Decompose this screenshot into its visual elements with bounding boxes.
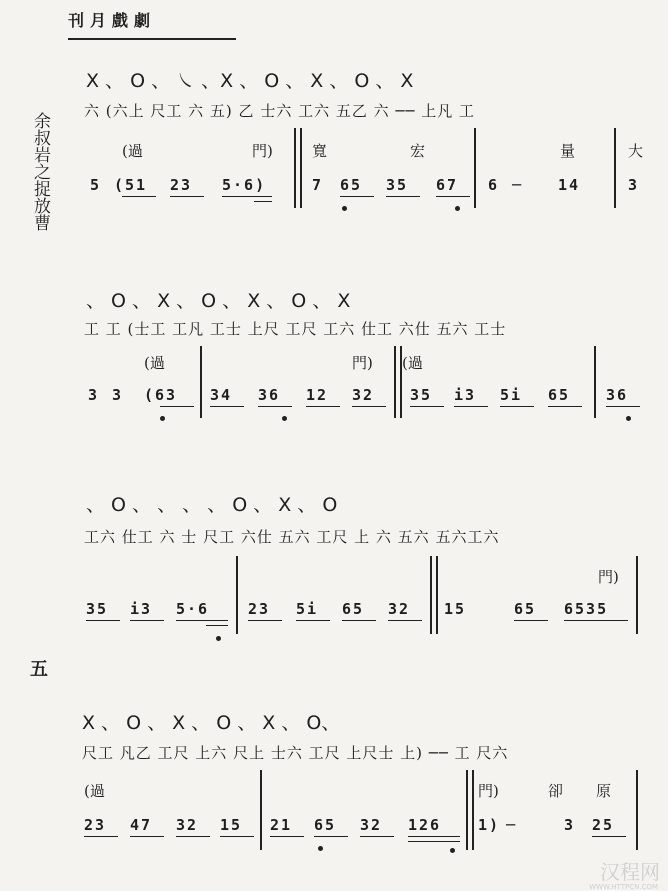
jianpu-note: 3: [88, 386, 100, 404]
barline: [200, 346, 202, 418]
beat-marks-row: X 、 O 、 X 、 O 、 X 、 O、: [82, 712, 341, 734]
jianpu-note: 65: [548, 386, 571, 404]
underline: [360, 836, 394, 837]
underline: [86, 620, 120, 621]
low-octave-dot: [450, 848, 455, 853]
jianpu-note: 5i: [500, 386, 523, 404]
barline: [614, 128, 616, 208]
barline: [466, 770, 468, 850]
jianpu-note: 21: [270, 816, 293, 834]
jianpu-note: 65: [342, 600, 365, 618]
jianpu-note: 23: [248, 600, 271, 618]
jianpu-note: ─: [506, 816, 518, 834]
jianpu-note: i3: [130, 600, 153, 618]
underline: [514, 620, 548, 621]
low-octave-dot: [455, 206, 460, 211]
low-octave-dot: [216, 636, 221, 641]
barline: [300, 128, 302, 208]
underline: [592, 836, 626, 837]
underline: [248, 620, 282, 621]
underline: [606, 406, 640, 407]
lyric: 門): [252, 142, 273, 160]
header-rule: [68, 38, 236, 40]
lyric: 門): [598, 568, 619, 586]
jianpu-note: 65: [340, 176, 363, 194]
barline: [400, 346, 402, 418]
side-title: 余叔岩之捉放曹: [30, 112, 50, 231]
barline: [236, 556, 238, 634]
underline: [388, 620, 422, 621]
jianpu-note: 65: [514, 600, 537, 618]
low-octave-dot: [318, 846, 323, 851]
gongche-notation-row: 工六 仕工 六 士 尺工 六仕 五六 工尺 上 六 五六 五六工六: [84, 528, 500, 546]
jianpu-note: 3: [628, 176, 640, 194]
barline: [594, 346, 596, 418]
underline: [160, 406, 194, 407]
watermark-logo: 汉程网: [600, 860, 660, 884]
jianpu-note: 1): [478, 816, 501, 834]
low-octave-dot: [160, 416, 165, 421]
underline: [222, 196, 272, 197]
gongche-notation-row: 尺工 凡乙 工尺 上六 尺上 士六 工尺 上尺士 上) ── 工 尺六: [82, 744, 509, 762]
lyric: 宏: [410, 142, 426, 160]
underline: [176, 836, 210, 837]
underline: [410, 406, 444, 407]
jianpu-note: 3: [112, 386, 124, 404]
gongche-notation-row: 六 (六上 尺工 六 五) 乙 士六 工六 五乙 六 ── 上凡 工: [84, 102, 475, 120]
barline: [636, 770, 638, 850]
jianpu-note: 126: [408, 816, 442, 834]
lyric: (過: [84, 782, 105, 800]
barline: [474, 128, 476, 208]
jianpu-note: 5·6): [222, 176, 267, 194]
lyric: 大: [628, 142, 644, 160]
beat-marks-row: 、 O 、 X 、 O 、 X 、 O 、 X: [86, 290, 351, 312]
underline: [254, 201, 272, 202]
underline: [564, 620, 628, 621]
underline: [296, 620, 330, 621]
jianpu-note: 36: [606, 386, 629, 404]
jianpu-note: 25: [592, 816, 615, 834]
lyric: (過: [402, 354, 423, 372]
lyric: 寬: [312, 142, 328, 160]
low-octave-dot: [626, 416, 631, 421]
jianpu-note: 5·6: [176, 600, 210, 618]
jianpu-note: 67: [436, 176, 459, 194]
jianpu-note: 35: [86, 600, 109, 618]
jianpu-note: 12: [306, 386, 329, 404]
beat-marks-row: X 、 O 、 ㇏ 、X 、 O 、 X 、 O 、 X: [86, 70, 414, 92]
jianpu-note: 36: [258, 386, 281, 404]
lyric: 原: [596, 782, 612, 800]
jianpu-note: 5: [90, 176, 102, 194]
underline: [436, 196, 470, 197]
lyric: 門): [352, 354, 373, 372]
jianpu-note: 23: [170, 176, 193, 194]
underline: [258, 406, 292, 407]
lyric: 卻: [548, 782, 564, 800]
jianpu-note: 32: [388, 600, 411, 618]
barline: [294, 128, 296, 208]
jianpu-note: 15: [220, 816, 243, 834]
jianpu-note: 32: [176, 816, 199, 834]
barline: [436, 556, 438, 634]
underline: [314, 836, 348, 837]
lyric: 門): [478, 782, 499, 800]
underline: [500, 406, 534, 407]
underline: [130, 836, 164, 837]
underline: [352, 406, 386, 407]
underline: [342, 620, 376, 621]
underline: [386, 196, 420, 197]
page-number: 五: [30, 659, 48, 680]
lyric: (過: [144, 354, 165, 372]
low-octave-dot: [342, 206, 347, 211]
jianpu-note: ─: [512, 176, 524, 194]
lyric: 量: [560, 142, 576, 160]
gongche-notation-row: 工 工 (士工 工凡 工士 上尺 工尺 工六 仕工 六仕 五六 工士: [84, 320, 507, 338]
watermark-url: WWW.HTTPCN.COM: [589, 883, 658, 891]
jianpu-note: 35: [410, 386, 433, 404]
jianpu-note: 6535: [564, 600, 609, 618]
jianpu-note: 6: [488, 176, 500, 194]
underline: [306, 406, 340, 407]
lyric: (過: [122, 142, 143, 160]
jianpu-note: 15: [444, 600, 467, 618]
underline: [454, 406, 488, 407]
jianpu-note: 14: [558, 176, 581, 194]
underline: [176, 620, 228, 621]
underline: [170, 196, 204, 197]
underline: [206, 625, 228, 626]
low-octave-dot: [282, 416, 287, 421]
underline: [548, 406, 582, 407]
jianpu-note: i3: [454, 386, 477, 404]
jianpu-note: 32: [352, 386, 375, 404]
underline: [130, 620, 164, 621]
jianpu-note: 23: [84, 816, 107, 834]
jianpu-note: 7: [312, 176, 324, 194]
barline: [430, 556, 432, 634]
underline: [408, 841, 460, 842]
underline: [84, 836, 118, 837]
jianpu-note: 3: [564, 816, 576, 834]
jianpu-note: 34: [210, 386, 233, 404]
barline: [260, 770, 262, 850]
barline: [472, 770, 474, 850]
jianpu-note: (51: [114, 176, 148, 194]
underline: [220, 836, 254, 837]
beat-marks-row: 、 O 、 、 、 、 O 、 X 、 O: [86, 494, 338, 516]
jianpu-note: 65: [314, 816, 337, 834]
underline: [408, 836, 460, 837]
jianpu-note: (63: [144, 386, 178, 404]
jianpu-note: 5i: [296, 600, 319, 618]
underline: [340, 196, 374, 197]
barline: [636, 556, 638, 634]
underline: [210, 406, 244, 407]
barline: [394, 346, 396, 418]
underline: [122, 196, 156, 197]
journal-header: 刊月戲劇: [68, 11, 157, 30]
jianpu-note: 35: [386, 176, 409, 194]
underline: [270, 836, 304, 837]
jianpu-note: 32: [360, 816, 383, 834]
jianpu-note: 47: [130, 816, 153, 834]
